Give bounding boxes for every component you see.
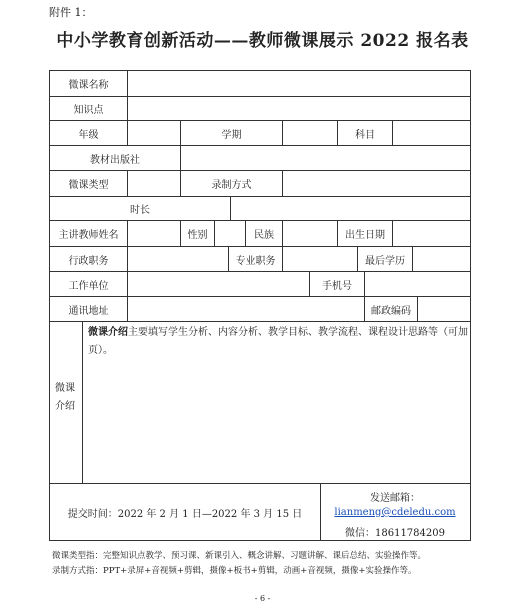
- duration-field[interactable]: [231, 197, 470, 220]
- recording-method-note: 录制方式指：PPT+录屏+音视频+剪辑，摄像+板书+剪辑，动画+音视频，摄像+实验操作等。: [52, 566, 417, 576]
- recording-method-label: 录制方式: [211, 180, 252, 191]
- work-unit-field[interactable]: [128, 272, 309, 296]
- subject-field[interactable]: [393, 121, 470, 145]
- postcode-field[interactable]: [418, 297, 470, 321]
- submit-time: 提交时间：2022 年 2 月 1 日—2022 年 3 月 15 日: [67, 509, 303, 520]
- course-type-field[interactable]: [128, 171, 180, 196]
- highest-education-field[interactable]: [413, 247, 470, 271]
- form-title: 中小学教育创新活动——教师微课展示 2022 报名表: [56, 31, 469, 51]
- course-type-label: 微课类型: [68, 180, 109, 191]
- grade-label: 年级: [78, 129, 99, 141]
- address-field[interactable]: [128, 297, 364, 321]
- gender-field[interactable]: [215, 221, 245, 246]
- semester-field[interactable]: [283, 121, 337, 145]
- professional-position-field[interactable]: [283, 247, 357, 271]
- email-link[interactable]: lianmeng@cdeledu.com: [334, 507, 456, 518]
- subject-label: 科目: [355, 129, 375, 141]
- course-type-note: 微课类型指：完整知识点教学、预习课、新课引入、概念讲解、习题讲解、课后总结、实验操作等。: [52, 551, 427, 561]
- textbook-publisher-label: 教材出版社: [90, 154, 140, 166]
- intro-description[interactable]: [88, 324, 470, 360]
- phone-label: 手机号: [322, 280, 352, 292]
- intro-instructions: 主要填写学生分析、内容分析、教学目标、教学流程、课程设计思路等（可加页）。: [88, 327, 468, 356]
- knowledge-point-field[interactable]: [128, 97, 470, 120]
- course-name-label: 微课名称: [68, 80, 109, 91]
- work-unit-label: 工作单位: [68, 280, 109, 292]
- admin-position-label: 行政职务: [68, 255, 109, 267]
- admin-position-field[interactable]: [128, 247, 228, 271]
- phone-field[interactable]: [365, 272, 470, 296]
- duration-label: 时长: [130, 205, 150, 216]
- page-number: - 6 -: [254, 594, 271, 603]
- teacher-name-field[interactable]: [128, 221, 180, 246]
- semester-label: 学期: [221, 129, 242, 141]
- attachment-label: 附件 1：: [49, 6, 93, 19]
- send-email-label: 发送邮箱：: [370, 493, 420, 504]
- highest-education-label: 最后学历: [365, 255, 405, 267]
- knowledge-point-label: 知识点: [73, 105, 104, 116]
- birth-date-label: 出生日期: [345, 230, 385, 241]
- gender-label: 性别: [187, 230, 208, 241]
- professional-position-label: 专业职务: [235, 255, 276, 267]
- wechat-contact: 微信：18611784209: [345, 528, 445, 539]
- course-name-field[interactable]: [128, 71, 470, 96]
- address-label: 通讯地址: [68, 305, 109, 317]
- grade-field[interactable]: [128, 121, 180, 145]
- intro-side-label: 微课 介绍: [55, 383, 75, 412]
- postcode-label: 邮政编码: [371, 305, 411, 317]
- teacher-name-label: 主讲教师姓名: [58, 230, 119, 241]
- intro-title: 微课介绍: [88, 327, 128, 338]
- ethnicity-label: 民族: [254, 230, 274, 241]
- birth-date-field[interactable]: [393, 221, 470, 246]
- textbook-publisher-field[interactable]: [181, 146, 470, 170]
- recording-method-field[interactable]: [283, 171, 470, 196]
- ethnicity-field[interactable]: [283, 221, 337, 246]
